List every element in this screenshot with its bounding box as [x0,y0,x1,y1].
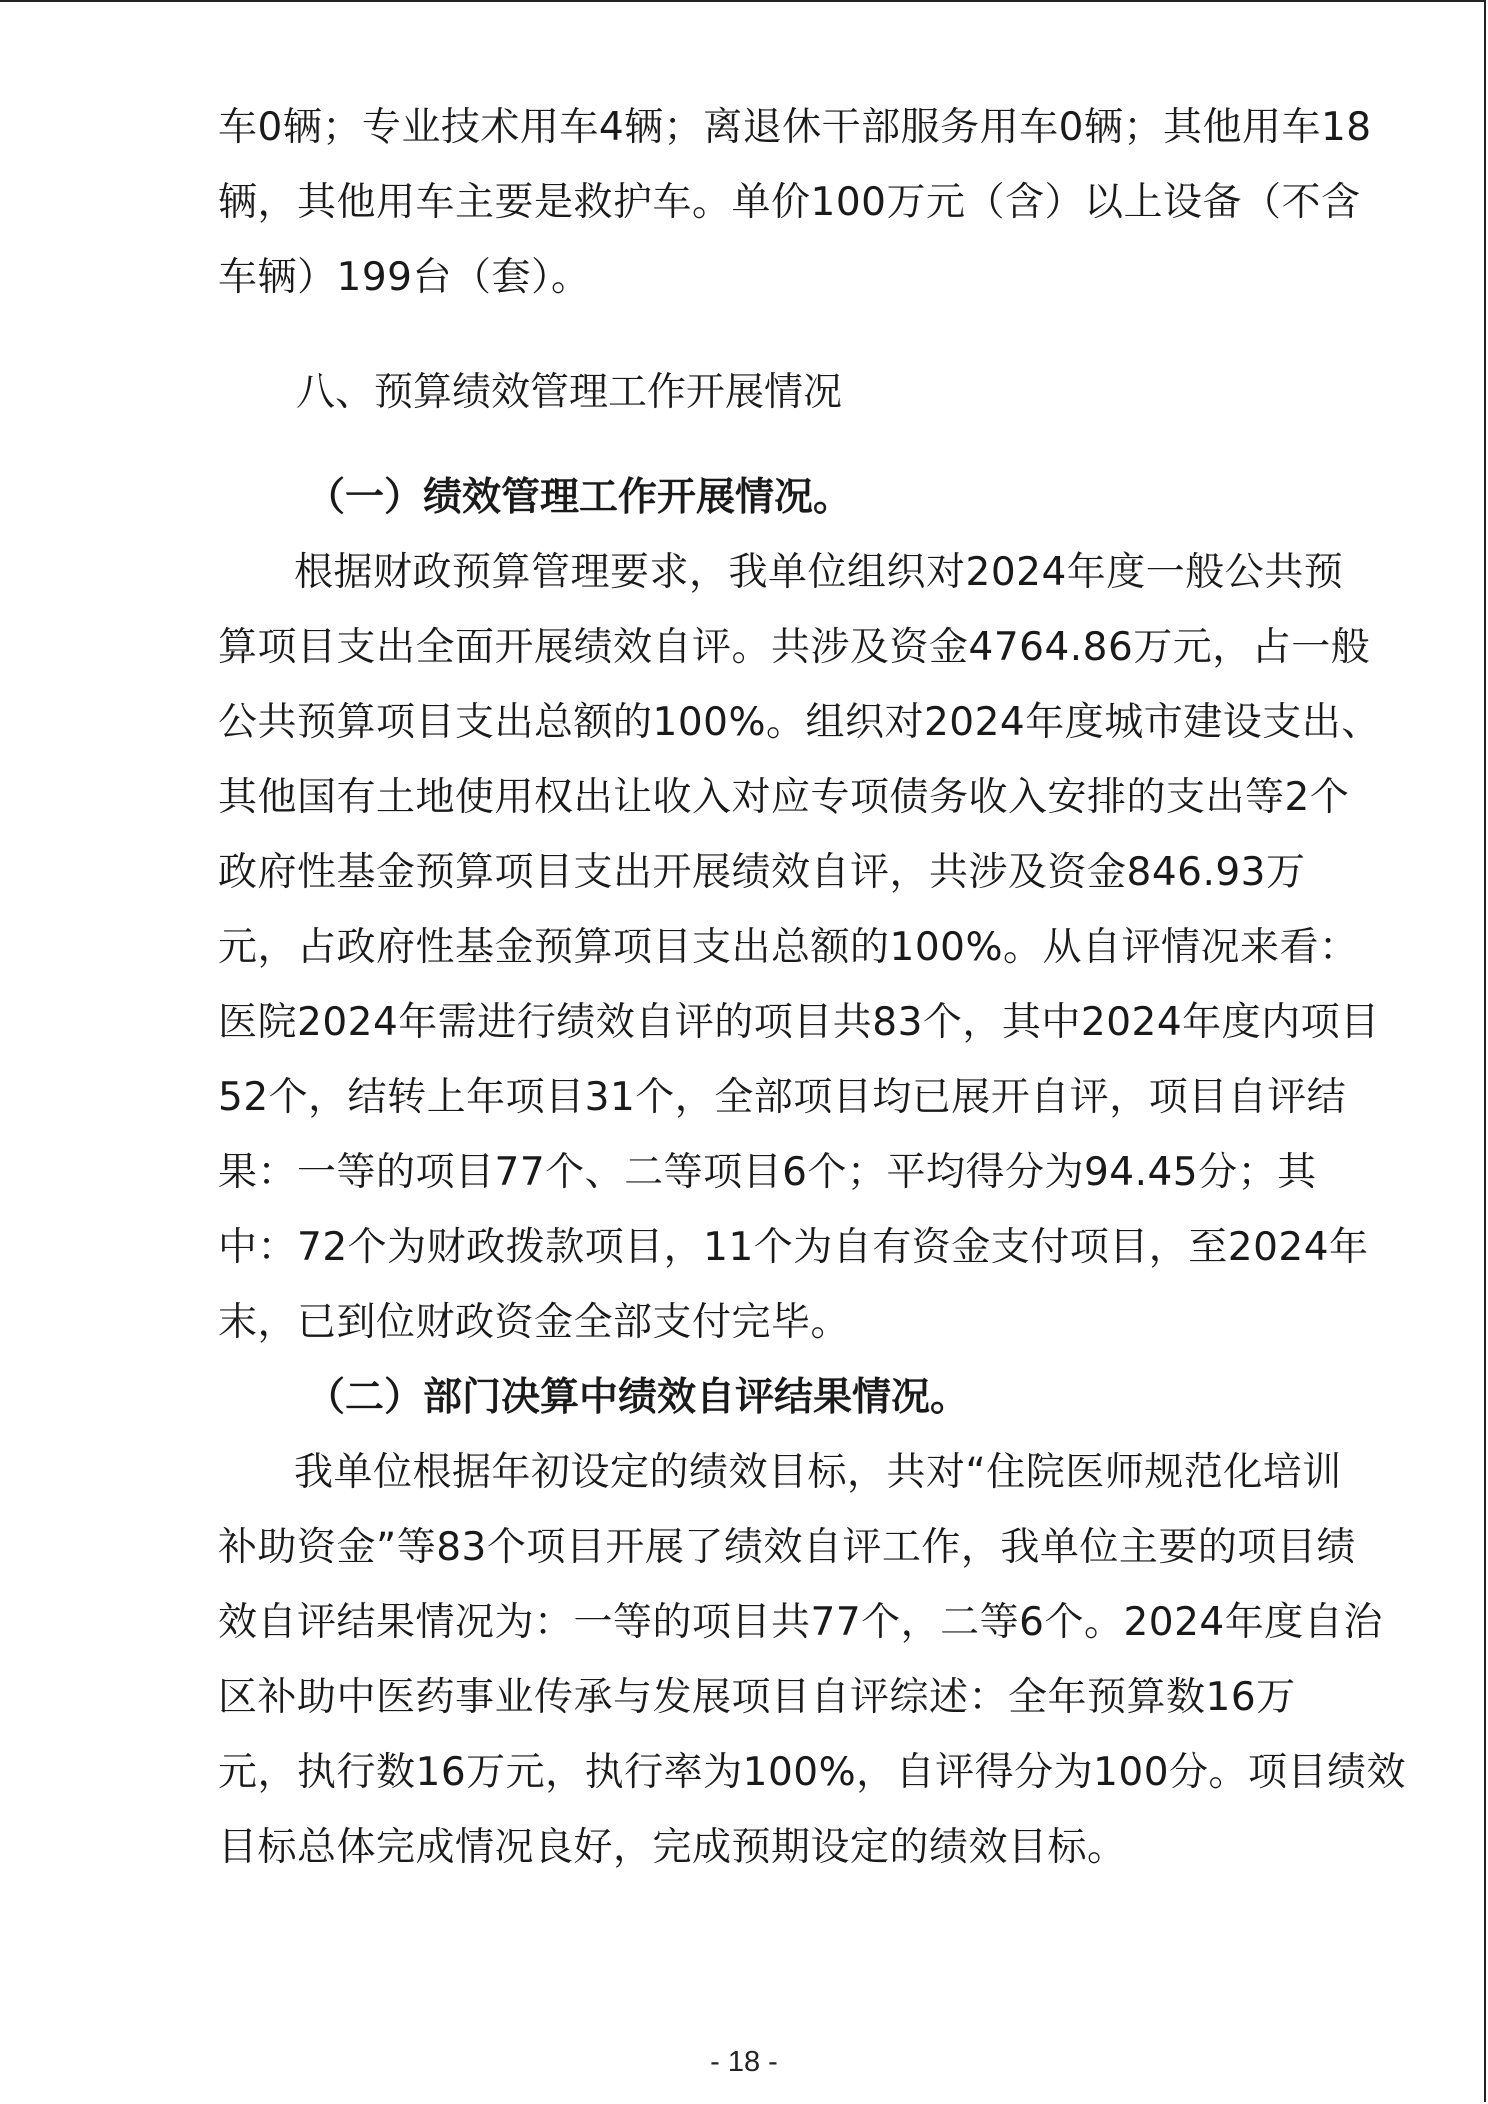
subsection-heading-2: （二）部门决算中绩效自评结果情况。 [306,1375,970,1420]
text-line: 52个，结转上年项目31个，全部项目均已展开自评，项目自评结 [218,1075,1347,1120]
text-line: 公共预算项目支出总额的100%。组织对2024年度城市建设支出、 [218,700,1381,745]
text-line: 果：一等的项目77个、二等项目6个；平均得分为94.45分；其 [218,1150,1317,1195]
page-number: - 18 - [710,2046,778,2078]
text-line: 根据财政预算管理要求，我单位组织对2024年度一般公共预 [294,550,1344,595]
text-line: 效自评结果情况为：一等的项目共77个，二等6个。2024年度自治 [218,1600,1383,1645]
text-line: 中：72个为财政拨款项目，11个为自有资金支付项目，至2024年 [218,1225,1369,1270]
text-line: 车0辆；专业技术用车4辆；离退休干部服务用车0辆；其他用车18 [218,105,1372,150]
text-line: 算项目支出全面开展绩效自评。共涉及资金4764.86万元，占一般 [218,625,1371,670]
text-line: 医院2024年需进行绩效自评的项目共83个，其中2024年度内项目 [218,1000,1380,1045]
text-line: 区补助中医药事业传承与发展项目自评综述：全年预算数16万 [218,1675,1296,1720]
subsection-1-paragraph [218,535,1381,1360]
text-line: 政府性基金预算项目支出开展绩效自评，共涉及资金846.93万 [218,850,1306,895]
document-body [218,90,1407,1885]
top-paragraph [218,90,1372,315]
text-line: 其他国有土地使用权出让收入对应专项债务收入安排的支出等2个 [218,775,1350,820]
text-line: 车辆）199台（套）。 [218,255,591,300]
section-heading: 八、预算绩效管理工作开展情况 [296,370,843,415]
text-line: 末，已到位财政资金全部支付完毕。 [218,1300,851,1345]
subsection-heading-1: （一）绩效管理工作开展情况。 [306,475,853,520]
text-line: 辆，其他用车主要是救护车。单价100万元（含）以上设备（不含 [218,180,1361,225]
text-line: 补助资金”等83个项目开展了绩效自评工作，我单位主要的项目绩 [218,1525,1356,1570]
text-line: 我单位根据年初设定的绩效目标，共对“住院医师规范化培训 [294,1450,1342,1495]
text-line: 元，执行数16万元，执行率为100%，自评得分为100分。项目绩效 [218,1750,1407,1795]
text-line: 目标总体完成情况良好，完成预期设定的绩效目标。 [218,1825,1127,1870]
subsection-2-paragraph [218,1435,1407,1885]
text-line: 元，占政府性基金预算项目支出总额的100%。从自评情况来看： [218,925,1359,970]
